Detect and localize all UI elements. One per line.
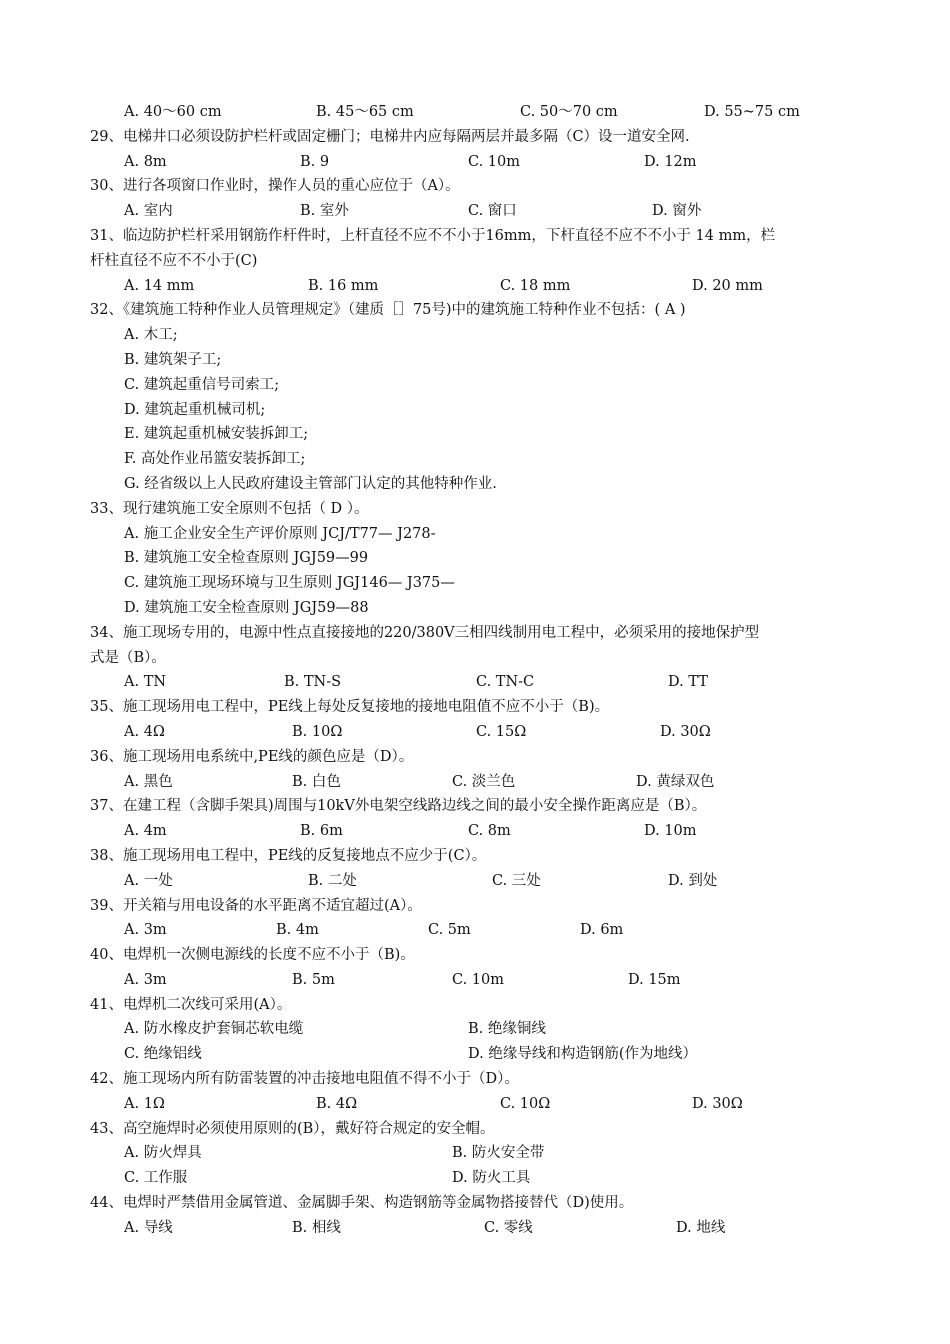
options-row [0, 670, 950, 695]
question-text: 29、电梯井口必须设防护栏杆或固定栅门；电梯井内应每隔两层并最多隔（C）设一道安全网. [90, 128, 690, 145]
options-row [0, 1042, 950, 1067]
question-text: 42、施工现场内所有防雷装置的冲击接地电阻值不得不小于（D）。 [90, 1071, 519, 1088]
options-row [0, 918, 950, 943]
question-text: 33、现行建筑施工安全原则不包括（ D ）。 [90, 500, 369, 517]
option-text: A. 4Ω [124, 723, 165, 740]
options-row [0, 1216, 950, 1241]
options-row [0, 869, 950, 894]
option-text: B. 室外 [300, 203, 349, 220]
option-text: B. 绝缘铜线 [468, 1021, 546, 1038]
option-line: B. 建筑施工安全检查原则 JGJ59—99 [124, 550, 369, 567]
option-line: A. 木工; [124, 327, 178, 344]
option-text: B. 45～65 cm [316, 104, 414, 120]
options-row [0, 1092, 950, 1117]
question-text: 31、临边防护栏杆采用钢筋作杆件时，上杆直径不应不不小于16mm，下杆直径不应不不小于 14 mm，栏 [90, 227, 776, 244]
option-text: D. 20 mm [692, 277, 763, 294]
option-text: B. 9 [300, 153, 330, 170]
option-line: D. 建筑施工安全检查原则 JGJ59—88 [124, 599, 369, 616]
option-text: B. 6m [300, 823, 343, 840]
option-text: D. 地线 [676, 1219, 726, 1236]
option-text: B. 白色 [292, 773, 341, 790]
option-text: A. 防火焊具 [124, 1145, 202, 1162]
option-line: C. 建筑施工现场环境与卫生原则 JGJ146— J375— [124, 575, 455, 592]
option-text: C. 淡兰色 [452, 773, 516, 790]
option-text: B. 4m [276, 922, 319, 939]
option-text: B. 16 mm [308, 277, 379, 294]
question-text: 37、在建工程（含脚手架具)周围与10kV外电架空线路边线之间的最小安全操作距离应是（B）。 [90, 798, 707, 815]
option-text: A. 导线 [124, 1219, 173, 1236]
options-row [0, 150, 950, 175]
option-text: A. 1Ω [124, 1095, 165, 1112]
question-text: 杆柱直径不应不不小于(C) [90, 252, 258, 269]
options-row [0, 100, 950, 125]
option-text: C. 绝缘铝线 [124, 1046, 202, 1063]
options-row [0, 1166, 950, 1191]
option-text: A. 40～60 cm [124, 104, 222, 120]
options-row [0, 199, 950, 224]
option-text: A. 3m [124, 922, 167, 939]
option-text: B. 5m [292, 971, 335, 988]
option-text: D. 窗外 [652, 203, 702, 220]
question-text: 41、电焊机二次线可采用(A）。 [90, 996, 292, 1013]
option-text: B. 4Ω [316, 1095, 358, 1112]
option-text: D. 30Ω [660, 723, 711, 740]
option-text: D. 55~75 cm [704, 104, 800, 120]
options-row [0, 274, 950, 299]
option-text: D. 到处 [668, 872, 718, 889]
option-text: C. 窗口 [468, 203, 517, 220]
option-text: C. 50～70 cm [520, 104, 618, 120]
option-line: D. 建筑起重机械司机; [124, 401, 266, 418]
option-line: A. 施工企业安全生产评价原则 JCJ/T77— J278- [124, 525, 436, 542]
question-text: 39、开关箱与用电设备的水平距离不适宜超过(A）。 [90, 897, 422, 914]
question-text: 36、施工现场用电系统中,PE线的颜色应是（D）。 [90, 748, 414, 765]
option-text: D. 12m [644, 153, 697, 170]
option-text: A. 防水橡皮护套铜芯软电缆 [124, 1021, 304, 1038]
question-text: 43、高空施焊时必须使用原则的(B），戴好符合规定的安全帽。 [90, 1120, 495, 1137]
question-text: 40、电焊机一次侧电源线的长度不应不小于（B)。 [90, 947, 415, 964]
option-text: C. 10Ω [500, 1095, 551, 1112]
document-body [0, 100, 950, 1241]
option-text: D. 防火工具 [452, 1170, 531, 1187]
option-text: D. TT [668, 674, 708, 691]
question-text: 32、《建筑施工特种作业人员管理规定》（建质［］75号)中的建筑施工特种作业不包括：( A ) [90, 302, 686, 319]
question-text: 38、施工现场用电工程中，PE线的反复接地点不应少于(C）。 [90, 847, 487, 864]
option-line: B. 建筑架子工; [124, 351, 222, 368]
option-line: E. 建筑起重机械安装拆卸工; [124, 426, 309, 443]
option-line: C. 建筑起重信号司索工; [124, 376, 280, 393]
option-text: C. 5m [428, 922, 471, 939]
option-text: C. 三处 [492, 872, 541, 889]
option-text: C. 18 mm [500, 277, 571, 294]
option-text: B. 10Ω [292, 723, 343, 740]
option-text: D. 黄绿双色 [636, 773, 715, 790]
option-text: B. 二处 [308, 872, 357, 889]
question-text: 30、进行各项窗口作业时，操作人员的重心应位于（A）。 [90, 178, 460, 195]
option-text: D. 绝缘导线和构造钢筋(作为地线） [468, 1046, 697, 1063]
option-text: B. 相线 [292, 1219, 341, 1236]
option-text: C. 工作服 [124, 1170, 188, 1187]
option-text: A. TN [124, 674, 167, 691]
options-row [0, 720, 950, 745]
option-text: A. 黑色 [124, 773, 173, 790]
option-text: C. 8m [468, 823, 511, 840]
question-text: 35、施工现场用电工程中，PE线上每处反复接地的接地电阻值不应不小于（B)。 [90, 699, 610, 716]
option-text: B. TN-S [284, 674, 342, 691]
options-row [0, 1017, 950, 1042]
option-text: A. 14 mm [124, 277, 195, 294]
option-text: C. 10m [452, 971, 504, 988]
option-text: C. 零线 [484, 1219, 533, 1236]
option-text: A. 3m [124, 971, 167, 988]
option-text: A. 一处 [124, 872, 173, 889]
option-text: D. 10m [644, 823, 697, 840]
option-text: D. 15m [628, 971, 681, 988]
option-text: D. 6m [580, 922, 624, 939]
option-text: C. 10m [468, 153, 520, 170]
option-text: D. 30Ω [692, 1095, 743, 1112]
option-text: B. 防火安全带 [452, 1145, 545, 1162]
options-row [0, 819, 950, 844]
question-text: 式是（B）。 [90, 649, 166, 666]
option-text: A. 8m [124, 153, 167, 170]
options-row [0, 968, 950, 993]
option-line: G. 经省级以上人民政府建设主管部门认定的其他特种作业. [124, 475, 497, 492]
option-text: C. TN-C [476, 674, 535, 691]
option-text: A. 4m [124, 823, 167, 840]
options-row [0, 770, 950, 795]
question-text: 44、电焊时严禁借用金属管道、金属脚手架、构造钢筋等金属物搭接替代（D)使用。 [90, 1195, 634, 1212]
question-text: 34、施工现场专用的，电源中性点直接接地的220/380V三相四线制用电工程中，必须采用的接地保护型 [90, 624, 760, 641]
option-text: C. 15Ω [476, 723, 527, 740]
options-row [0, 1141, 950, 1166]
option-text: A. 室内 [124, 203, 173, 220]
option-line: F. 高处作业吊篮安装拆卸工; [124, 451, 306, 468]
